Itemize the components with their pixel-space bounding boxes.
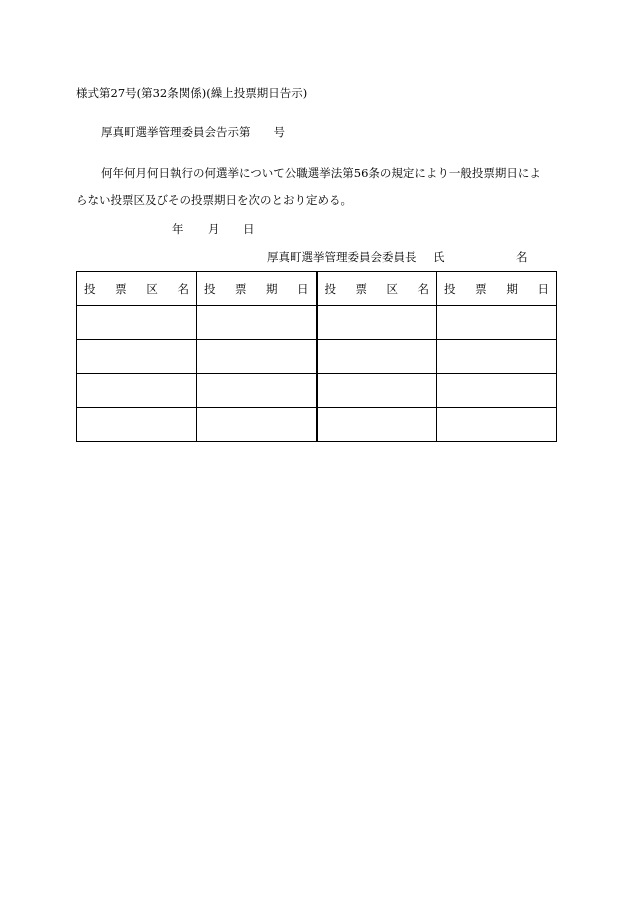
- table-header-row: [77, 272, 557, 306]
- signature-givenname-label: 名: [516, 250, 528, 264]
- header-char: 票: [115, 281, 127, 296]
- table-cell: [197, 306, 317, 340]
- header-char: 名: [177, 281, 189, 296]
- table-row: [77, 374, 557, 408]
- table-cell: [317, 374, 437, 408]
- table-cell: [197, 340, 317, 374]
- header-char: 票: [355, 281, 367, 296]
- header-char: 期: [266, 281, 278, 296]
- form-title: 様式第27号(第32条関係)(繰上投票期日告示): [76, 86, 308, 100]
- header-char: 日: [297, 281, 309, 296]
- table-cell: [77, 340, 197, 374]
- body-text-line-2: らない投票区及びその投票期日を次のとおり定める。: [76, 193, 352, 207]
- header-char: 票: [475, 281, 487, 296]
- header-char: 投: [324, 281, 336, 296]
- table-cell: [437, 374, 557, 408]
- table-cell: [77, 374, 197, 408]
- table-cell: [77, 408, 197, 442]
- body-text-line-1: 何年何月何日執行の何選挙について公職選挙法第56条の規定により一般投票期日によ: [101, 166, 541, 180]
- table-row: [77, 408, 557, 442]
- signature-surname-label: 氏: [433, 250, 445, 264]
- table-cell: [437, 340, 557, 374]
- header-voting-date-2: [437, 272, 557, 306]
- voting-district-table: [76, 271, 557, 442]
- header-char: 投: [204, 281, 216, 296]
- header-char: 区: [146, 281, 158, 296]
- date-month-label: 月: [208, 222, 220, 236]
- notice-number: 厚真町選挙管理委員会告示第 号: [101, 125, 285, 139]
- table-cell: [437, 408, 557, 442]
- table-cell: [317, 340, 437, 374]
- header-char: 投: [84, 281, 96, 296]
- header-char: 期: [506, 281, 518, 296]
- table-row: [77, 340, 557, 374]
- header-district-name-1: [77, 272, 197, 306]
- date-year-label: 年: [172, 222, 184, 236]
- header-char: 投: [444, 281, 456, 296]
- signature-title: 厚真町選挙管理委員会委員長: [267, 250, 417, 264]
- table-cell: [77, 306, 197, 340]
- date-day-label: 日: [243, 222, 255, 236]
- table-cell: [197, 374, 317, 408]
- table-cell: [317, 408, 437, 442]
- table-cell: [317, 306, 437, 340]
- header-char: 名: [417, 281, 429, 296]
- header-voting-date-1: [197, 272, 317, 306]
- header-district-name-2: [317, 272, 437, 306]
- header-char: 票: [235, 281, 247, 296]
- table-row: [77, 306, 557, 340]
- table-cell: [437, 306, 557, 340]
- table-cell: [197, 408, 317, 442]
- header-char: 区: [386, 281, 398, 296]
- header-char: 日: [537, 281, 549, 296]
